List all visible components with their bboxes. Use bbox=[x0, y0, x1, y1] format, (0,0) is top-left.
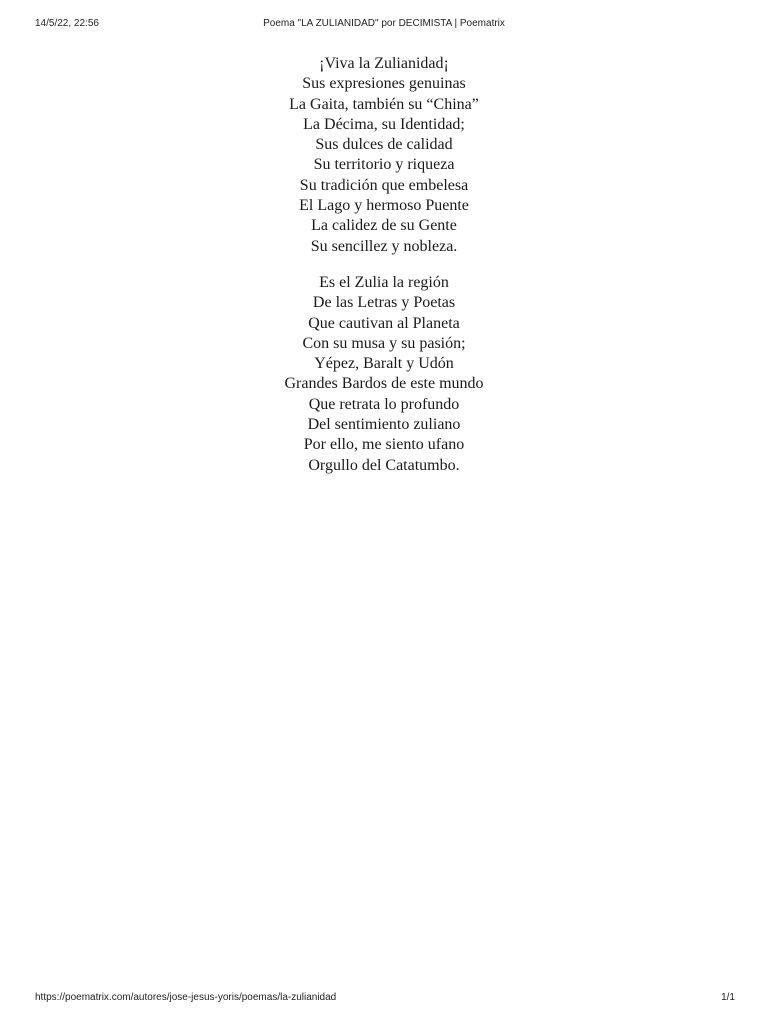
verse: Que retrata lo profundo bbox=[308, 395, 460, 413]
verse: De las Letras y Poetas bbox=[312, 294, 456, 312]
verse: Su sencillez y nobleza. bbox=[310, 237, 458, 255]
verse: Con su musa y su pasión; bbox=[302, 334, 466, 352]
verse: La calidez de su Gente bbox=[311, 217, 457, 235]
verse: Sus dulces de calidad bbox=[315, 136, 453, 154]
poem-body bbox=[0, 54, 768, 476]
stanza-1 bbox=[0, 54, 768, 257]
print-date: 14/5/22, 22:56 bbox=[35, 18, 99, 29]
verse: Orgullo del Catatumbo. bbox=[308, 456, 460, 474]
verse: La Gaita, también su “China” bbox=[289, 95, 479, 113]
verse: Por ello, me siento ufano bbox=[303, 436, 465, 454]
verse: Sus expresiones genuinas bbox=[302, 75, 466, 93]
verse: La Décima, su Identidad; bbox=[303, 115, 465, 133]
verse: Del sentimiento zuliano bbox=[307, 416, 461, 434]
verse: Su territorio y riqueza bbox=[313, 156, 455, 174]
verse: Su tradición que embelesa bbox=[299, 176, 469, 194]
verse: El Lago y hermoso Puente bbox=[299, 197, 469, 215]
page-title: Poema "LA ZULIANIDAD" por DECIMISTA | Poematrix bbox=[263, 18, 505, 29]
page-number: 1/1 bbox=[721, 992, 735, 1003]
verse: ¡Viva la Zulianidad¡ bbox=[319, 55, 449, 72]
verse: Grandes Bardos de este mundo bbox=[284, 375, 484, 393]
verse: Yépez, Baralt y Udón bbox=[314, 355, 454, 373]
print-footer bbox=[0, 992, 768, 1006]
print-header bbox=[0, 18, 768, 32]
verse: Que cautivan al Planeta bbox=[308, 314, 460, 332]
page-url: https://poematrix.com/autores/jose-jesus-yoris/poemas/la-zulianidad bbox=[35, 992, 337, 1003]
stanza-2 bbox=[0, 273, 768, 476]
verse: Es el Zulia la región bbox=[319, 273, 449, 291]
